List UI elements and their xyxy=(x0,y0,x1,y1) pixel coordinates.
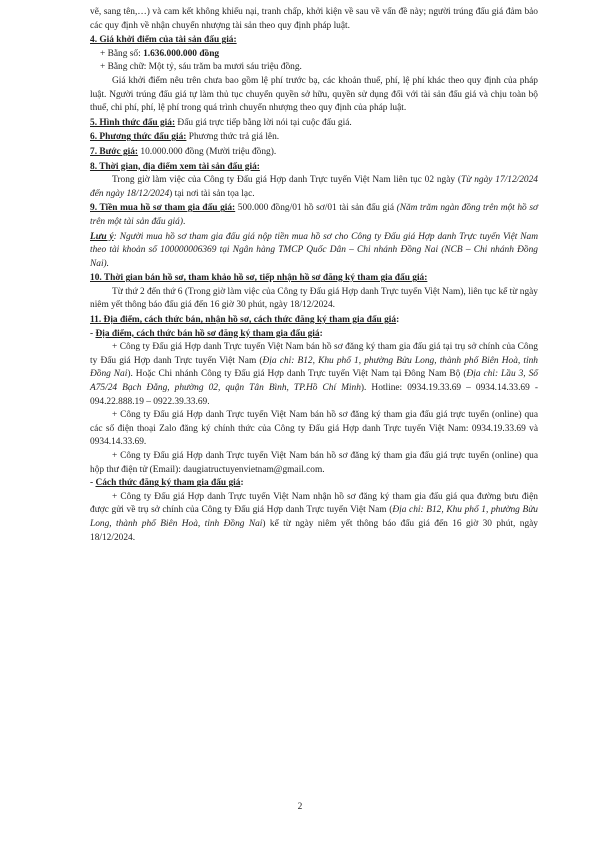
section-10-text: Từ thứ 2 đến thứ 6 (Trong giờ làm việc của Công ty Đấu giá Hợp danh Trực tuyến Việt Nam), liên tục kể từ ngày niêm yết thông báo đấu giá đến 16 giờ 30 phút, ngày 18/12/2024. xyxy=(90,286,538,311)
section-8-heading: 8. Thời gian, địa điểm xem tài sản đấu giá: xyxy=(90,161,260,172)
section-11-heading: 11. Địa điểm, cách thức bán, nhận hồ sơ, cách thức đăng ký tham gia đấu giá: xyxy=(90,315,400,326)
section-4-heading: 4. Giá khởi điểm của tài sản đấu giá: xyxy=(90,35,237,46)
section-8-text: Trong giờ làm việc của Công ty Đấu giá Hợp danh Trực tuyến Việt Nam liên tục 02 ngày (Từ ngày 17/12/2024 đến ngày 18/12/2024) tại nơi tài sản tọa lạc. xyxy=(90,175,538,199)
sale-location-office: + Công ty Đấu giá Hợp danh Trực tuyến Việt Nam bán hồ sơ đăng ký tham gia đấu giá tại trụ sở chính của Công ty Đấu giá Hợp danh Trực tuyến Việt Nam (Địa chỉ: B12, Khu phố 1, phường Bửu Long, thành phố Biên Hoà, tỉnh Đồng Nai). Hoặc Chi nhánh Công ty Đấu giá Hợp danh Trực tuyến Việt Nam tại Đông Nam Bộ (Địa chỉ: Lầu 3, Số A75/24 Bạch Đằng, phường 02, quận Tân Bình, TP.Hồ Chí Minh). Hotline: 0934.19.33.69 – 0934.14.33.69 - 094.22.888.19 – 0922.39.33.69. xyxy=(90,342,538,407)
document-body xyxy=(90,6,538,545)
starting-price-number: + Bằng số: 1.636.000.000 đồng xyxy=(100,48,220,59)
section-11-sub-2: - Cách thức đăng ký tham gia đấu giá: xyxy=(90,478,244,489)
payment-note: Lưu ý: Người mua hồ sơ tham gia đấu giá nộp tiền mua hồ sơ cho Công ty Đấu giá Hợp danh Trực tuyến Việt Nam theo tài khoản số 100000006369 tại Ngân hàng TMCP Quốc Dân – Chi nhánh Đồng Nai (NCB – Chi nhánh Đồng Nai). xyxy=(90,231,538,269)
section-10-heading: 10. Thời gian bán hồ sơ, tham khảo hồ sơ, tiếp nhận hồ sơ đăng ký tham gia đấu giá: xyxy=(90,273,428,284)
registration-by-post: + Công ty Đấu giá Hợp danh Trực tuyến Việt Nam nhận hồ sơ đăng ký tham gia đấu giá qua đường bưu điện được gửi về trụ sở chính của Công ty Đấu giá Hợp danh Trực tuyến Việt Nam (Địa chỉ: B12, Khu phố 1, phường Bửu Long, thành phố Biên Hoà, tỉnh Đồng Nai) kể từ ngày niêm yết thông báo đấu giá đến 16 giờ 30 phút, ngày 18/12/2024. xyxy=(90,491,538,543)
section-5: 5. Hình thức đấu giá: Đấu giá trực tiếp bằng lời nói tại cuộc đấu giá. xyxy=(90,117,352,128)
section-7: 7. Bước giá: 10.000.000 đồng (Mười triệu đồng). xyxy=(90,146,277,157)
starting-price-note: Giá khởi điểm nêu trên chưa bao gồm lệ phí trước bạ, các khoản thuế, phí, lệ phí khác theo quy định của pháp luật. Người trúng đấu giá tự làm thủ tục chuyển quyền sở hữu, quyền sử dụng đối với tài sản đấu giá và chịu toàn bộ thuế, chi phí, phí, lệ phí trong quá trình chuyển nhượng theo quy định của pháp luật. xyxy=(90,75,538,114)
section-9: 9. Tiền mua hồ sơ tham gia đấu giá: 500.000 đồng/01 hồ sơ/01 tài sản đấu giá (Năm trăm ngàn đồng trên một hồ sơ trên một tài sản đấu giá). xyxy=(90,203,538,227)
section-6: 6. Phương thức đấu giá: Phương thức trả giá lên. xyxy=(90,132,280,143)
section-11-sub-1: - Địa điểm, cách thức bán hồ sơ đăng ký tham gia đấu giá: xyxy=(90,328,323,339)
starting-price-words: + Bằng chữ: Một tỷ, sáu trăm ba mươi sáu triệu đồng. xyxy=(100,62,302,73)
sale-location-zalo: + Công ty Đấu giá Hợp danh Trực tuyến Việt Nam bán hồ sơ đăng ký tham gia đấu giá trực tuyến (online) qua các số điện thoại Zalo đăng ký chính thức của Công ty Đấu giá Hợp danh Trực tuyến Việt Nam: 0934.19.33.69 và 0934.14.33.69. xyxy=(90,410,538,448)
page-number: 2 xyxy=(297,802,303,812)
paragraph-commitment: vẽ, sang tên,…) và cam kết không khiếu nại, tranh chấp, khởi kiện về sau về vấn đề này; người trúng đấu giá đảm bảo các quy định về nhận chuyển nhượng tài sản theo quy định pháp luật. xyxy=(90,7,538,31)
sale-location-email: + Công ty Đấu giá Hợp danh Trực tuyến Việt Nam bán hồ sơ đăng ký tham gia đấu giá trực tuyến (online) qua hộp thư điện tử (Email): daugiatructuyenvietnam@gmail.com. xyxy=(90,451,538,475)
